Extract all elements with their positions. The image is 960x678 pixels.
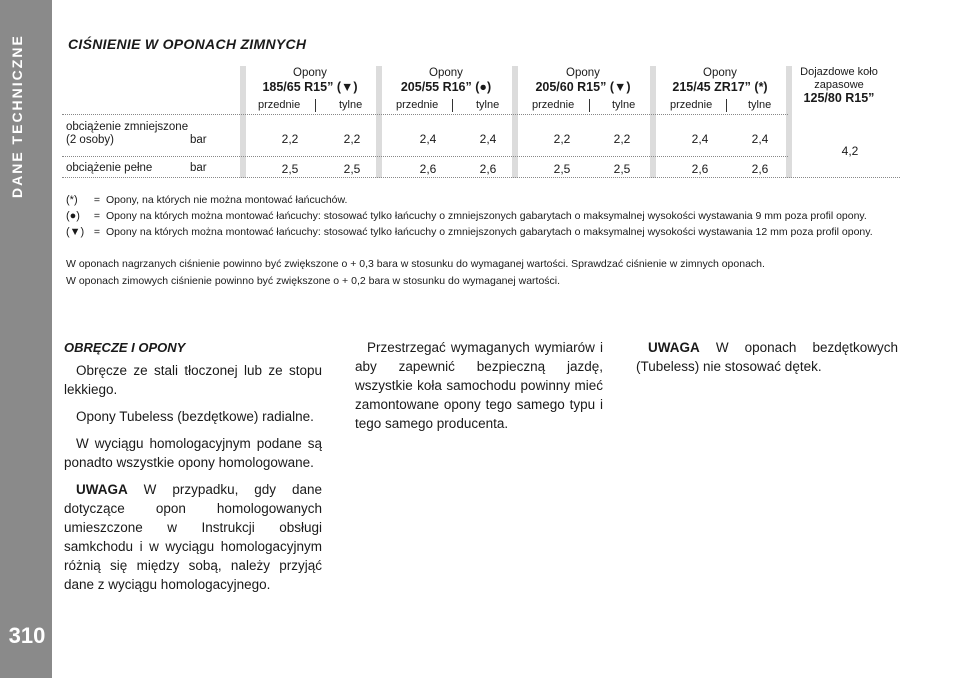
footnote-warm-tires: W oponach nagrzanych ciśnienie powinno być zwiększone o + 0,3 bara w stosunku do wymaganej wartości. Sprawdzać ciśnienie w zimnych oponach. — [66, 258, 765, 270]
paragraph: Opony Tubeless (bezdętkowe) radialne. — [76, 409, 314, 424]
section-tab-label: DANE TECHNICZNE — [9, 34, 25, 198]
tire-header-label: Opony — [293, 67, 327, 79]
spare-wheel-header — [784, 66, 894, 105]
pressure-value: 2,2 — [613, 132, 631, 146]
front-label: przednie — [258, 99, 301, 111]
column-divider — [376, 66, 382, 178]
rear-label: tylne — [612, 99, 636, 111]
page-title: CIŚNIENIE W OPONACH ZIMNYCH — [68, 36, 307, 52]
pressure-value: 2,5 — [553, 162, 571, 176]
tire-header-size — [658, 80, 782, 94]
pressure-value: 2,6 — [419, 162, 437, 176]
symbol-legend — [66, 192, 873, 240]
row-label-line: obciążenie zmniejszone — [66, 121, 189, 133]
legend-symbol: (▼) — [66, 226, 85, 238]
tire-pressure-table — [62, 66, 902, 180]
warning-label: UWAGA — [648, 340, 700, 355]
tire-header-label: Opony — [429, 67, 463, 79]
tire-size: 215/45 ZR17” — [672, 80, 751, 94]
tire-size: 205/60 R15” — [535, 80, 607, 94]
legend-text: Opony na których można montować łańcuchy: stosować tylko łańcuchy o zmniejszonych gabarytach o maksymalnej wysokości wystawania 12 mm poza profil opony. — [106, 226, 873, 238]
row-label-line: (2 osoby) — [66, 134, 114, 146]
tire-header-size — [522, 80, 644, 94]
pressure-value: 2,6 — [691, 162, 709, 176]
warning-label: UWAGA — [76, 482, 128, 497]
unit-label: bar — [190, 134, 207, 146]
tire-header — [658, 66, 782, 94]
legend-symbol: (*) — [66, 194, 78, 206]
tire-size: 185/65 R15” — [262, 80, 334, 94]
legend-equals: = — [93, 226, 101, 238]
rear-label: tylne — [339, 99, 363, 111]
paragraph — [636, 338, 898, 376]
spare-wheel-label: Dojazdowe koło zapasowe — [800, 66, 878, 91]
tire-header-label: Opony — [703, 67, 737, 79]
unit-label: bar — [190, 162, 207, 174]
tire-header — [250, 66, 370, 94]
row-divider — [62, 177, 900, 178]
rear-label: tylne — [748, 99, 772, 111]
pressure-value: 2,5 — [343, 162, 361, 176]
paragraph: Przestrzegać wymaganych wymiarów i aby zapewnić bezpieczną jazdę, wszystkie koła samochodu powinny mieć zamontowane opony tego samego typu i tego samego producenta. — [355, 340, 603, 431]
column-divider — [240, 66, 246, 178]
subheader-divider — [315, 99, 316, 112]
row-divider — [62, 114, 788, 115]
front-label: przednie — [532, 99, 575, 111]
legend-symbol: (●) — [66, 210, 80, 222]
tire-size: 205/55 R16” — [400, 80, 472, 94]
legend-row — [66, 224, 873, 240]
subheader-divider — [726, 99, 727, 112]
legend-row — [66, 192, 873, 208]
pressure-value: 2,2 — [343, 132, 361, 146]
subheader-divider — [589, 99, 590, 112]
row-label-reduced-load — [66, 121, 188, 147]
pressure-value: 2,5 — [281, 162, 299, 176]
pressure-value: 2,2 — [281, 132, 299, 146]
tire-mark: (▼) — [336, 80, 358, 94]
tire-header-label: Opony — [566, 67, 600, 79]
pressure-value: 2,4 — [691, 132, 709, 146]
sidebar — [0, 0, 52, 678]
tire-header-size — [386, 80, 506, 94]
paragraph — [64, 480, 322, 594]
column-rims-tires — [64, 338, 322, 602]
tire-header — [386, 66, 506, 94]
spare-wheel-pressure: 4,2 — [841, 144, 859, 158]
row-divider — [62, 156, 788, 157]
page-number: 310 — [8, 623, 46, 648]
pressure-value: 2,4 — [479, 132, 497, 146]
warning-text: W przypadku, gdy dane dotyczące opon homologowanych umieszczone w Instrukcji obsługi samkchodu i w wyciągu homologacyjnym różnią się między sobą, należy przyjąć dane z wyciągu homologacyjnego. — [64, 482, 322, 592]
paragraph: Obręcze ze stali tłoczonej lub ze stopu lekkiego. — [64, 363, 322, 397]
pressure-value: 2,4 — [419, 132, 437, 146]
rear-label: tylne — [476, 99, 500, 111]
warning-text: W oponach bezdętkowych (Tubeless) nie stosować dętek. — [636, 340, 898, 374]
legend-equals: = — [93, 210, 101, 222]
paragraph: W wyciągu homologacyjnym podane są ponadto wszystkie opony homologowane. — [64, 436, 322, 470]
tire-mark: (*) — [754, 80, 768, 94]
pressure-value: 2,6 — [479, 162, 497, 176]
subheader-divider — [452, 99, 453, 112]
pressure-value: 2,2 — [553, 132, 571, 146]
pressure-value: 2,5 — [613, 162, 631, 176]
front-label: przednie — [396, 99, 439, 111]
section-heading: OBRĘCZE I OPONY — [64, 340, 186, 355]
tire-header — [522, 66, 644, 94]
pressure-value: 2,6 — [751, 162, 769, 176]
legend-row — [66, 208, 873, 224]
column-tubeless — [636, 338, 898, 384]
pressure-value: 2,4 — [751, 132, 769, 146]
legend-text: Opony, na których nie można montować łańcuchów. — [106, 194, 348, 206]
tire-mark: (●) — [475, 80, 492, 94]
column-divider — [650, 66, 656, 178]
column-dimensions — [355, 338, 603, 441]
legend-text: Opony na których można montować łańcuchy: stosować tylko łańcuchy o zmniejszonych gabarytach o maksymalnej wysokości wystawania 9 mm poza profil opony. — [106, 210, 867, 222]
row-label-full-load: obciążenie pełne — [66, 162, 153, 174]
front-label: przednie — [670, 99, 713, 111]
tire-mark: (▼) — [609, 80, 631, 94]
legend-equals: = — [93, 194, 101, 206]
tire-header-size — [250, 80, 370, 94]
spare-wheel-size: 125/80 R15” — [803, 91, 875, 105]
column-divider — [512, 66, 518, 178]
footnote-winter-tires: W oponach zimowych ciśnienie powinno być zwiększone o + 0,2 bara w stosunku do wymaganej wartości. — [66, 275, 561, 287]
